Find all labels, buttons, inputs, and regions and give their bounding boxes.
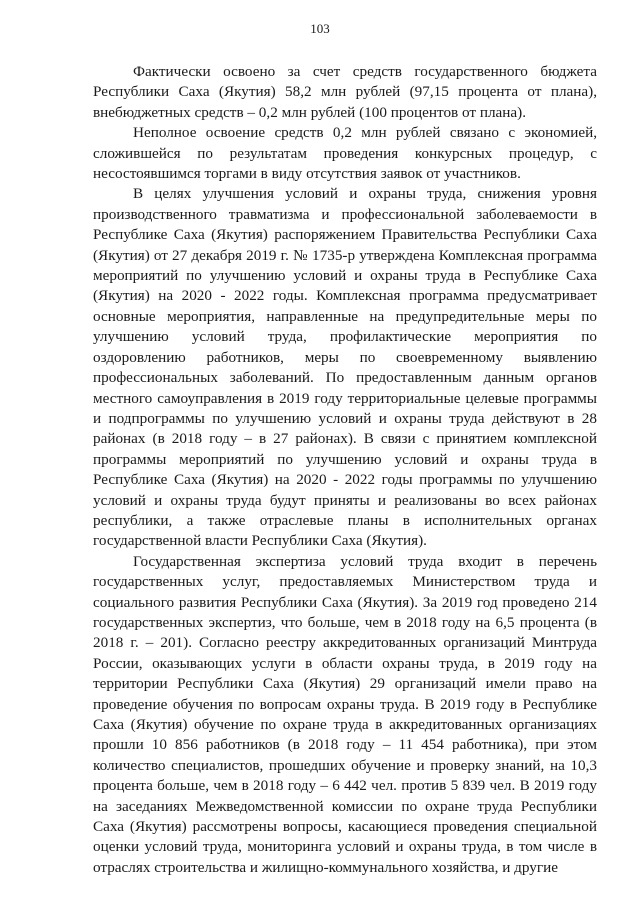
paragraph-safety-program: В целях улучшения условий и охраны труда, снижения уровня производственного травматизма и профессиональной заболеваемости в Республике Саха (Якутия) распоряжением Правительства Республики Саха (Якутия) от 27 декабря 2019 г. № 1735-р утверждена Комплексная программа мероприятий по улучшению условий и охраны труда в Республике Саха (Якутия) на 2020 - 2022 годы. Комплексная программа предусматривает основные мероприятия, направленные на предупредительные меры по улучшению условий труда, профилактические мероприятия по оздоровлению работников, меры по своевременному выявлению профессиональных заболеваний. По предоставленным данным органов местного самоуправления в 2019 году территориальные целевые программы и подпрограммы по улучшению условий и охраны труда действуют в 28 районах (в 2018 году – в 27 районах). В связи с принятием комплексной программы мероприятий по улучшению условий и охраны труда в Республике Саха (Якутия) на 2020 - 2022 годы программы по улучшению условий и охраны труда будут приняты и реализованы во всех районах республики, а также отраслевые планы в исполнительных органах государственной власти Республики Саха (Якутия). (93, 185, 597, 550)
paragraph-state-expertise: Государственная экспертиза условий труда входит в перечень государственных услуг, предоставляемых Министерством труда и социального развития Республики Саха (Якутия). За 2019 год проведено 214 государственных экспертиз, что больше, чем в 2018 году на 6,5 процента (в 2018 г. – 201). Согласно реестру аккредитованных организаций Минтруда России, оказывающих услуги в области охраны труда, в 2019 году на территории Республики Саха (Якутия) 29 организаций имели право на проведение обучения по вопросам охраны труда. В 2019 году в Республике Саха (Якутия) обучение по охране труда в аккредитованных организациях прошли 10 856 работников (в 2018 году – 11 454 работника), при этом количество специалистов, прошедших обучение и проверку знаний, на 10,3 процента больше, чем в 2018 году – 6 442 чел. против 5 839 чел. В 2019 году на заседаниях Межведомственной комиссии по охране труда Республики Саха (Якутия) рассмотрены вопросы, касающиеся проведения специальной оценки условий труда, мониторинга условий и охраны труда, в том числе в отраслях строительства и жилищно-коммунального хозяйства, и другие (93, 552, 597, 876)
paragraph-savings: Неполное освоение средств 0,2 млн рублей связано с экономией, сложившейся по результатам проведения конкурсных процедур, с несостоявшимся торгами в виду отсутствия заявок от участников. (93, 124, 597, 183)
page-number: 103 (310, 21, 330, 36)
body-text (93, 62, 597, 878)
paragraph-budget-spending: Фактически освоено за счет средств государственного бюджета Республики Саха (Якутия) 58,2 млн рублей (97,15 процента от плана), внебюджетных средств – 0,2 млн рублей (100 процентов от плана). (93, 63, 597, 121)
